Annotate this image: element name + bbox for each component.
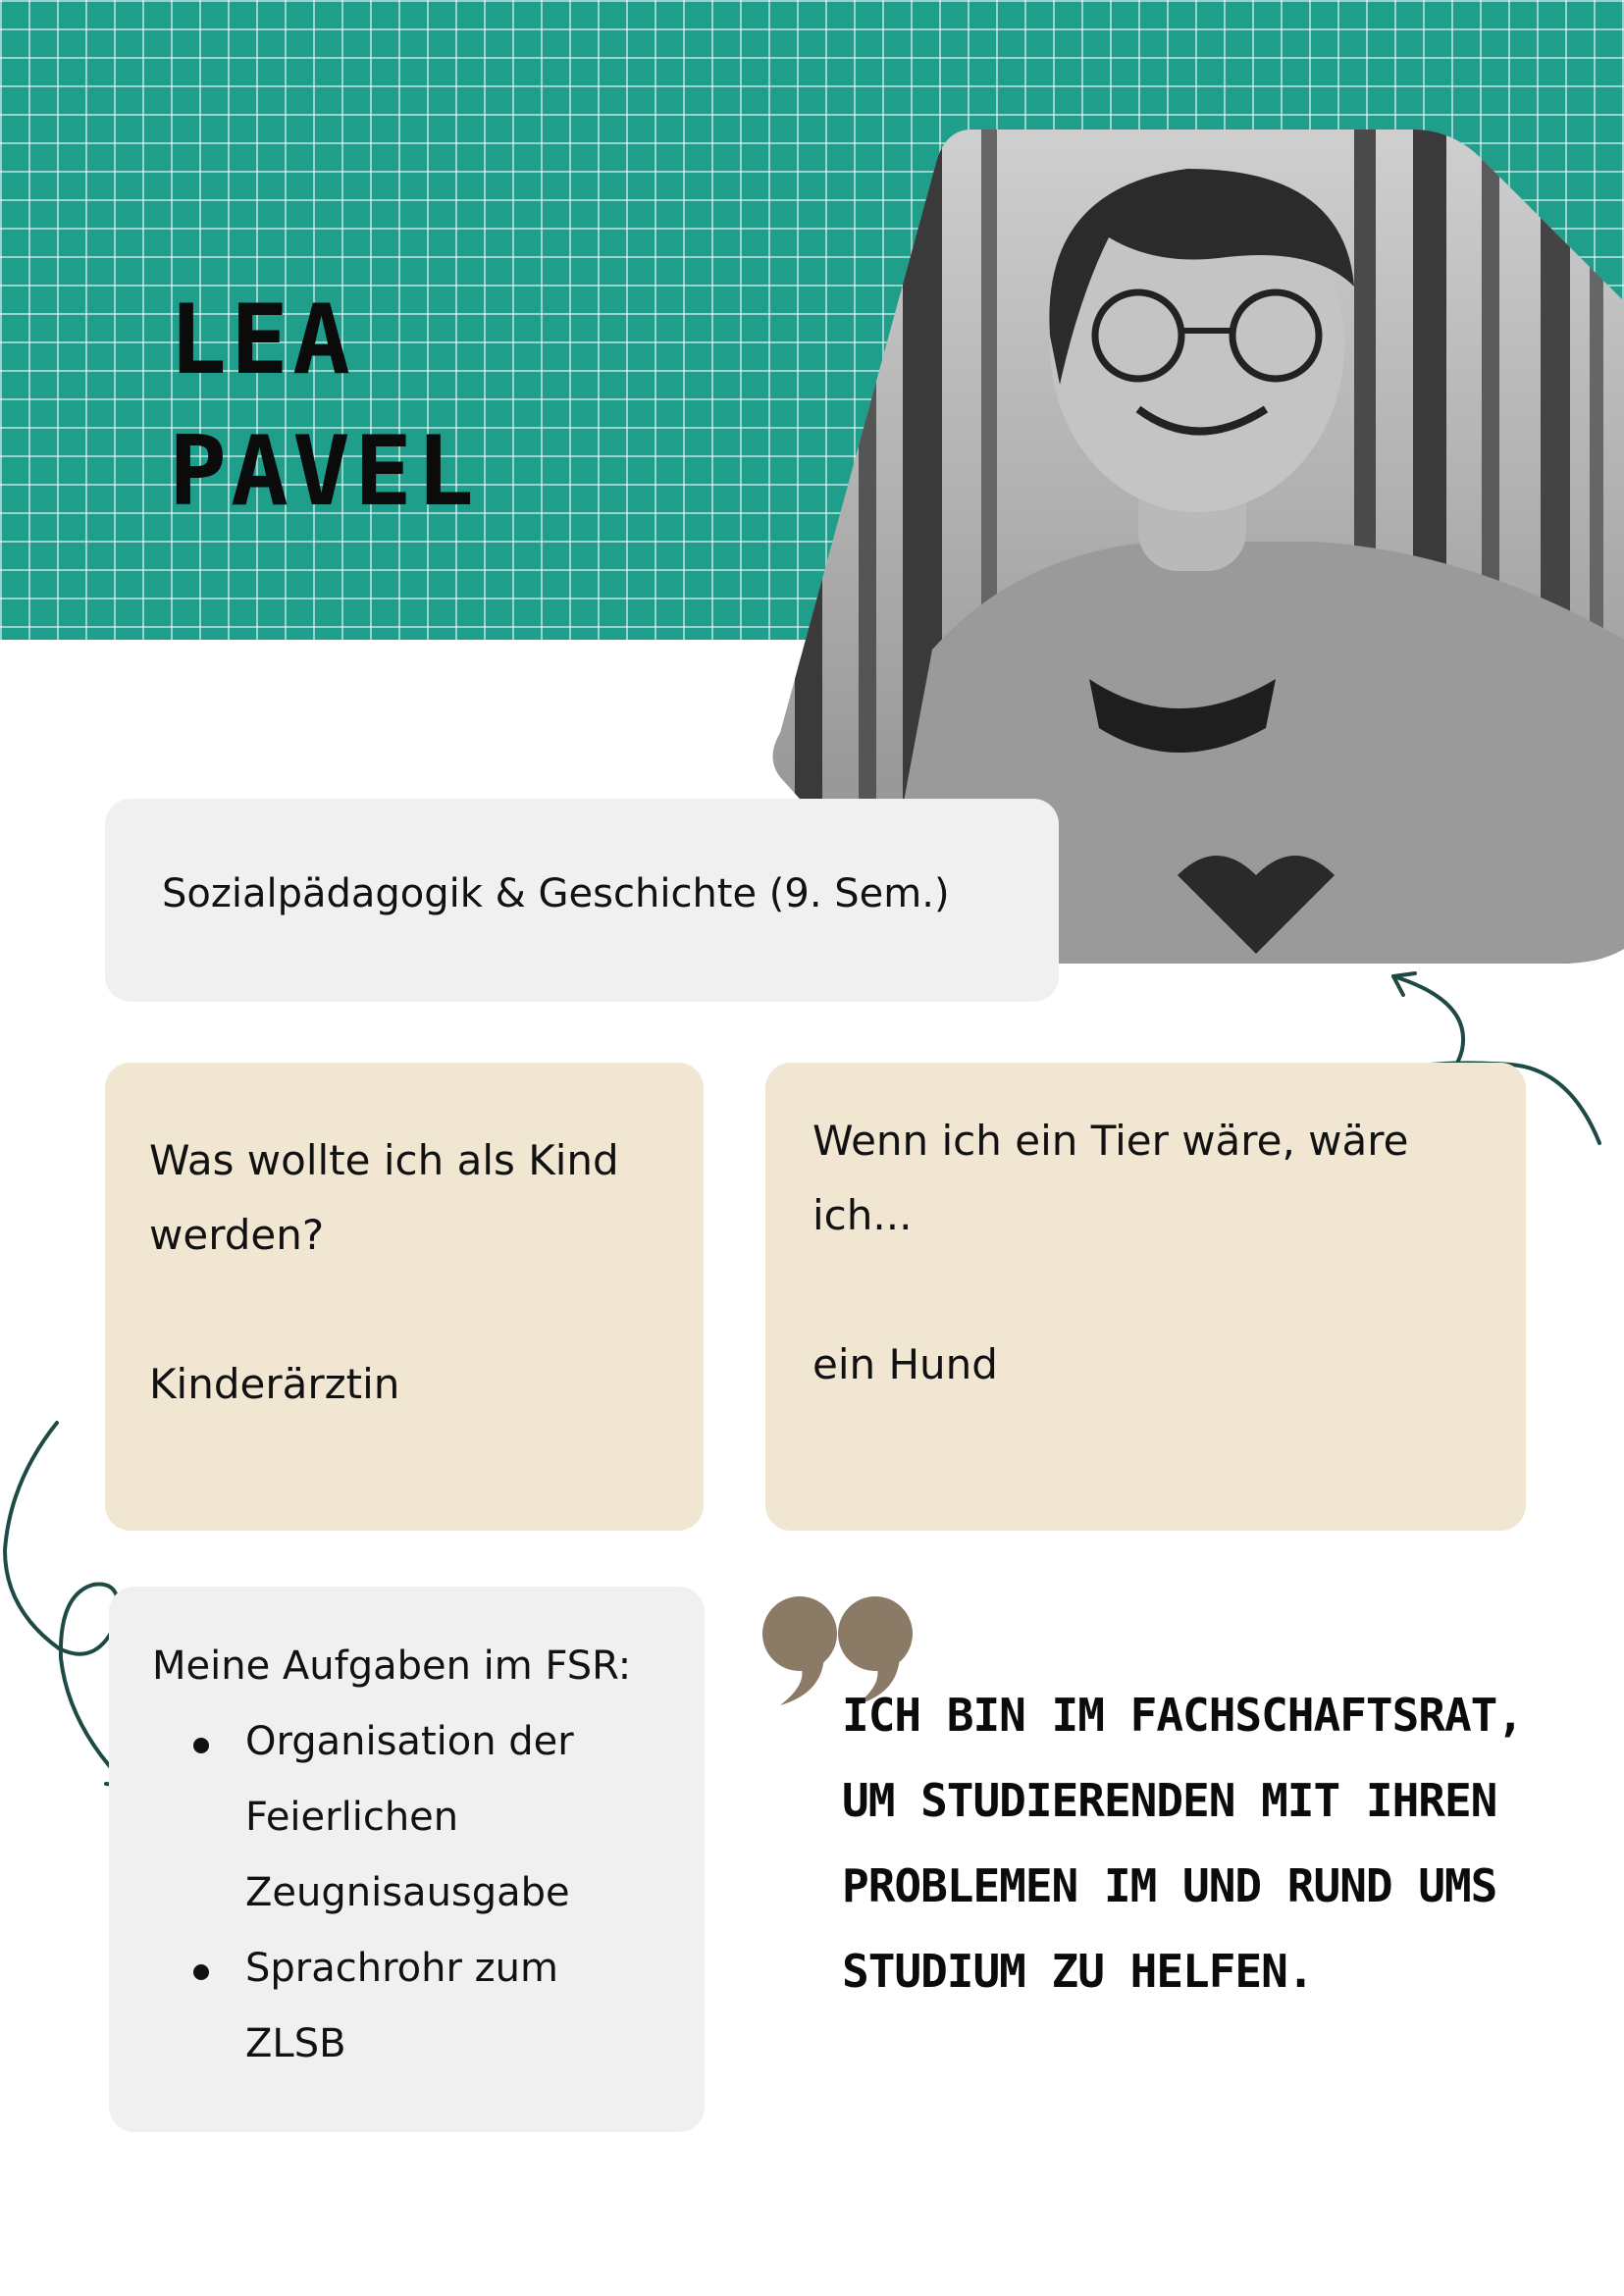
tasks-section <box>152 1629 631 2082</box>
childhood-question <box>149 1123 619 1422</box>
quote-text: ICH BIN IM FACHSCHAFTSRAT, UM STUDIERENDEN MIT IHREN PROBLEMEN IM UND RUND UMS STUDIUM ZU HELFEN. <box>842 1689 1524 1998</box>
tasks-list <box>152 1704 631 2082</box>
tasks-heading: Meine Aufgaben im FSR: <box>152 1644 632 1689</box>
task-text: Feierlichen <box>245 1795 459 1840</box>
list-item <box>152 1931 631 2082</box>
first-name: LEA <box>169 285 355 396</box>
childhood-answer: Kinderärztin <box>149 1360 400 1408</box>
animal-question <box>812 1104 1408 1402</box>
task-text: Sprachrohr zum <box>245 1946 558 1991</box>
task-text: ZLSB <box>245 2021 346 2066</box>
animal-answer: ein Hund <box>812 1340 998 1388</box>
last-name: PAVEL <box>169 416 479 528</box>
animal-question-line2: ich... <box>812 1191 913 1239</box>
childhood-question-line1: Was wollte ich als Kind <box>149 1136 619 1184</box>
study-program: Sozialpädagogik & Geschichte (9. Sem.) <box>162 871 950 916</box>
list-item <box>152 1704 631 1931</box>
animal-question-line1: Wenn ich ein Tier wäre, wäre <box>812 1117 1409 1165</box>
childhood-question-line2: werden? <box>149 1211 325 1259</box>
person-name <box>169 275 478 538</box>
task-text: Zeugnisausgabe <box>245 1870 570 1915</box>
task-text: Organisation der <box>245 1719 574 1764</box>
